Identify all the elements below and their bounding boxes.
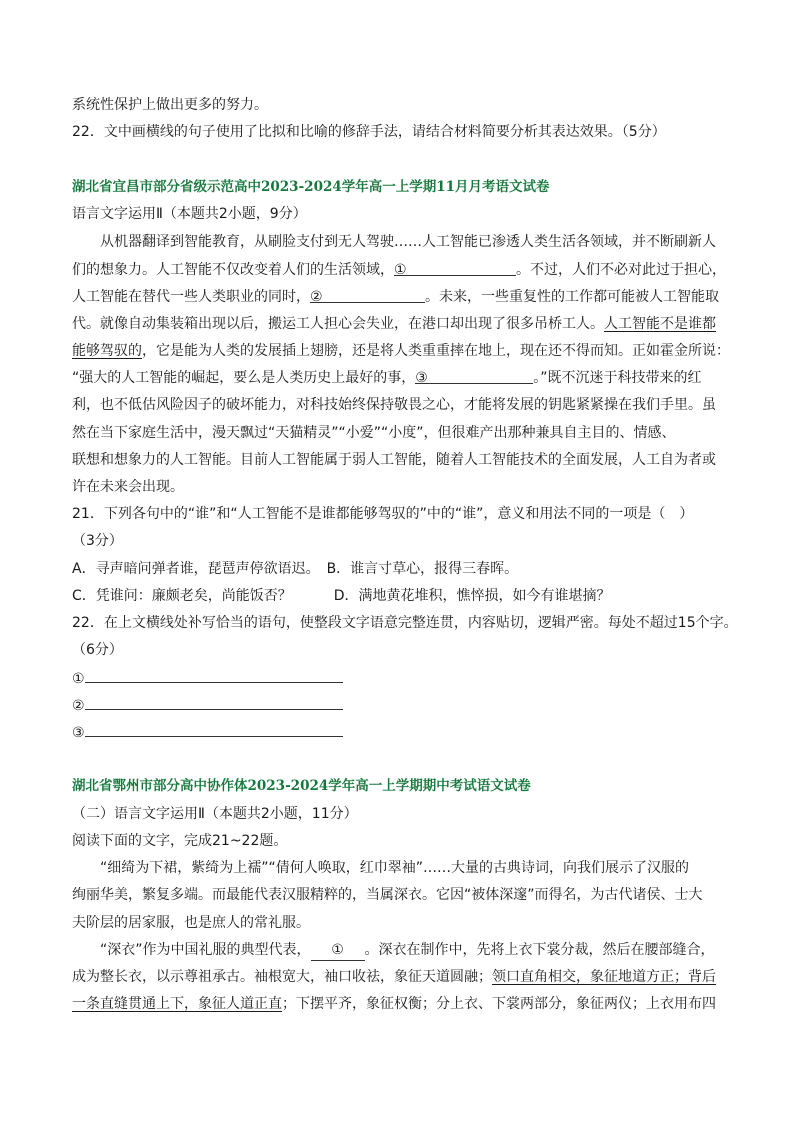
passage-text: 。不过，人们不必对此过于担心， xyxy=(516,262,726,278)
passage-text: “深衣”作为中国礼服的典型代表， xyxy=(100,942,311,958)
passage-line: 利，也不低估风险因子的破坏能力，对科技始终保持敬畏之心，才能将发展的钥匙紧紧操在我们手里。虽 xyxy=(72,397,716,413)
passage-text: ；下摆平齐，象征权衡；分上衣、下裳两部分，象征两仪；上衣用布四 xyxy=(282,996,716,1012)
answer-blank[interactable] xyxy=(85,695,343,710)
section-heading-yichang: 湖北省宜昌市部分省级示范高中2023-2024学年高一上学期11月月考语文试卷 xyxy=(72,179,550,195)
passage-line xyxy=(72,368,728,388)
answer-number: ③ xyxy=(72,725,85,741)
passage-line xyxy=(100,940,756,961)
passage-line: 绚丽华美，繁复多端。而最能代表汉服精粹的，当属深衣。它因“被体深邃”而得名，为古代诸侯、士大 xyxy=(72,887,703,903)
blank-number: ③ xyxy=(415,370,428,386)
question-22-prompt: 22．文中画横线的句子使用了比拟和比喻的修辞手法，请结合材料简要分析其表达效果。（5分） xyxy=(72,124,666,140)
passage-line xyxy=(72,341,728,361)
fill-blank-2 xyxy=(310,287,425,303)
question-22-points: （6分） xyxy=(72,642,123,658)
question-21-options-ab: A．寻声暗问弹者谁，琵琶声停欲语迟。 B．谁言寸草心，报得三春晖。 xyxy=(72,561,519,577)
answer-number: ② xyxy=(72,698,85,714)
blank-number: ① xyxy=(331,942,344,958)
passage-text: 成为整长衣，以示尊祖承古。袖根宽大，袖口收祛，象征天道圆融； xyxy=(72,969,492,985)
fill-blank-1 xyxy=(394,260,516,276)
passage-line xyxy=(72,287,728,307)
passage-text: ，它是能为人类的发展插上翅膀，还是将人类重重摔在地上，现在还不得而知。正如霍金所说： xyxy=(142,343,730,359)
answer-blank[interactable] xyxy=(85,668,343,683)
passage-text: 。”既不沉迷于科技带来的红 xyxy=(533,370,702,386)
question-21-points: （3分） xyxy=(72,533,123,549)
answer-line-3[interactable] xyxy=(72,722,728,743)
fill-blank-1 xyxy=(311,940,365,961)
fill-blank-3 xyxy=(415,368,533,384)
passage-line: 然在当下家庭生活中，漫天飘过“天猫精灵”“小爱”“小度”，但很难产出那种兼具自主目的、情感、 xyxy=(72,425,676,441)
passage-line: 许在未来会出现。 xyxy=(72,479,184,495)
passage-line: 从机器翻译到智能教育，从刷脸支付到无人驾驶……人工智能已渗透人类生活各领域，并不断刷新人 xyxy=(100,234,716,250)
passage-line xyxy=(72,994,728,1014)
section-subheading: 语言文字运用Ⅱ（本题共2小题，9分） xyxy=(72,206,307,222)
blank-number: ② xyxy=(310,289,323,305)
answer-line-1[interactable] xyxy=(72,668,728,689)
passage-line: “细绮为下裙，紫绮为上襦”“倩何人唤取，红巾翠袖”……大量的古典诗词，向我们展示了汉服的 xyxy=(100,860,690,876)
passage-text: 们的想象力。人工智能不仅改变着人们的生活领域， xyxy=(72,262,394,278)
passage-text: 。深衣在制作中，先将上衣下裳分裁，然后在腰部缝合， xyxy=(364,942,715,958)
text-line: 系统性保护上做出更多的努力。 xyxy=(72,97,268,113)
blank-number: ① xyxy=(394,262,407,278)
question-21-options-cd: C．凭谁问：廉颇老矣，尚能饭否？ D．满地黄花堆积，憔悴损，如今有谁堪摘？ xyxy=(72,588,611,604)
answer-line-2[interactable] xyxy=(72,695,728,716)
passage-line xyxy=(72,967,728,987)
reading-instruction: 阅读下面的文字，完成21~22题。 xyxy=(72,833,288,849)
passage-text: 人工智能在替代一些人类职业的同时， xyxy=(72,289,310,305)
answer-blank[interactable] xyxy=(85,722,343,737)
question-21-prompt: 21．下列各句中的“谁”和“人工智能不是谁都能够驾驭的”中的“谁”，意义和用法不同的一项是（ ） xyxy=(72,506,694,522)
underlined-sentence: 领口直角相交，象征地道方正；背后 xyxy=(492,969,716,985)
passage-line: 夫阶层的居家服，也是庶人的常礼服。 xyxy=(72,915,310,931)
underlined-sentence: 能够驾驭的 xyxy=(72,343,142,359)
section-subheading: （二）语言文字运用Ⅱ（本题共2小题，11分） xyxy=(72,806,358,822)
underlined-sentence: 一条直缝贯通上下，象征人道正直 xyxy=(72,996,282,1012)
section-heading-ezhou: 湖北省鄂州市部分高中协作体2023-2024学年高一上学期期中考试语文试卷 xyxy=(72,778,531,794)
passage-text: “强大的人工智能的崛起，要么是人类历史上最好的事， xyxy=(72,370,416,386)
passage-line: 联想和想象力的人工智能。目前人工智能属于弱人工智能，随着人工智能技术的全面发展，人工自为者或 xyxy=(72,452,716,468)
passage-line xyxy=(72,260,728,280)
passage-text: 代。就像自动集装箱出现以后，搬运工人担心会失业，在港口却出现了很多吊桥工人。 xyxy=(72,316,604,332)
question-22-prompt: 22．在上文横线处补写恰当的语句，使整段文字语意完整连贯，内容贴切，逻辑严密。每处不超过15个字。 xyxy=(72,615,738,631)
underlined-sentence: 人工智能不是谁都 xyxy=(604,316,716,332)
passage-text: 。未来，一些重复性的工作都可能被人工智能取 xyxy=(425,289,719,305)
passage-line xyxy=(72,314,728,334)
answer-number: ① xyxy=(72,671,85,687)
